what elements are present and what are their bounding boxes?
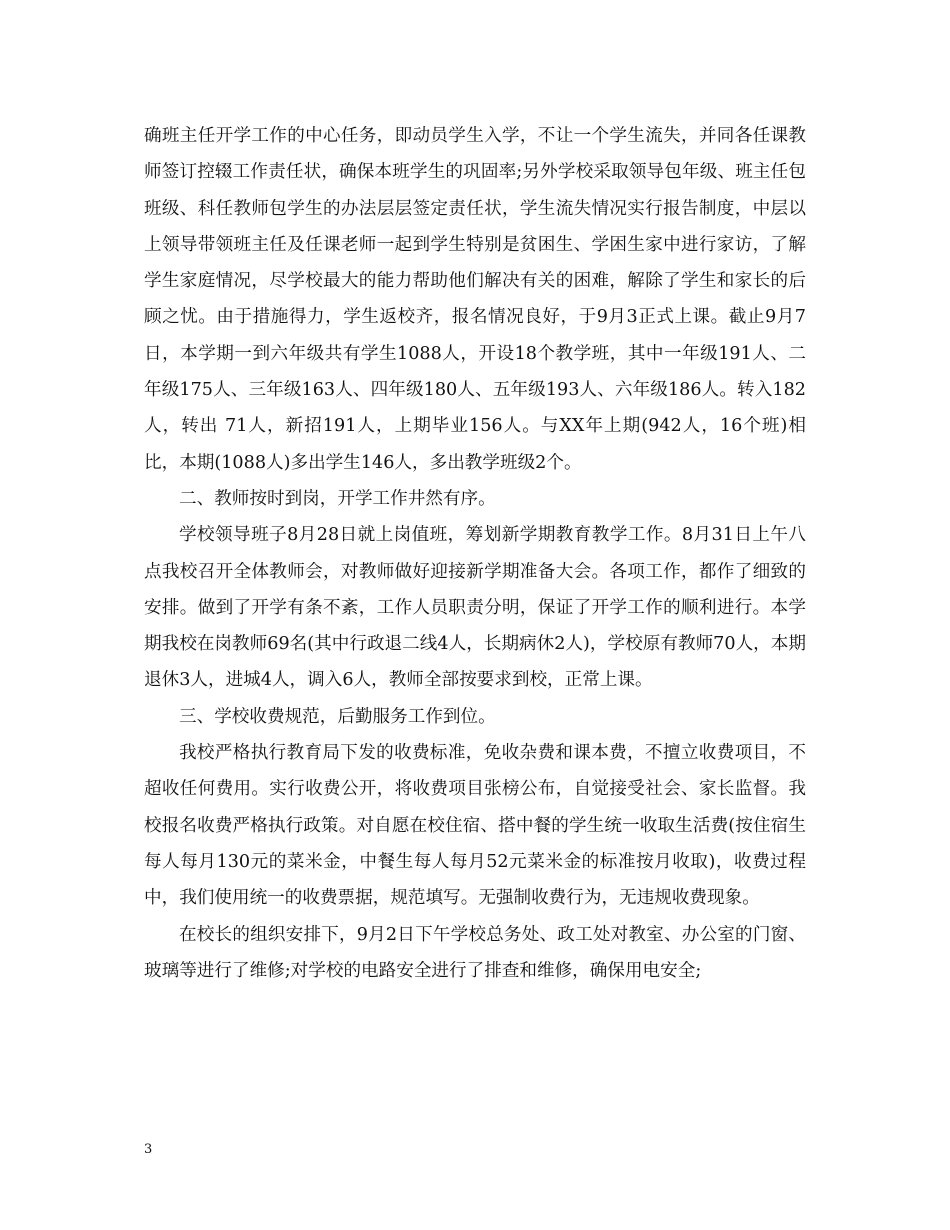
heading-fees-logistics: 三、学校收费规范，后勤服务工作到位。 — [179, 706, 496, 727]
heading-teachers-on-duty: 二、教师按时到岗，开学工作井然有序。 — [179, 488, 496, 509]
document-body — [144, 118, 806, 989]
paragraph-teachers: 学校领导班子8月28日就上岗值班，筹划新学期教育教学工作。8月31日上午八点我校召开全体教师会，对教师做好迎接新学期准备大会。各项工作，都作了细致的安排。做到了开学有条不紊，工作人员职责分明，保证了开学工作的顺利进行。本学期我校在岗教师69名(其中行政退二线4人，长期病休2人)，学校原有教师70人，本期退休3人，进城4人，调入6人，教师全部按要求到校，正常上课。 — [144, 525, 806, 691]
paragraph-maintenance: 在校长的组织安排下，9月2日下午学校总务处、政工处对教室、办公室的门窗、玻璃等进行了维修;对学校的电路安全进行了排查和维修，确保用电安全; — [144, 924, 806, 981]
paragraph-enrollment: 确班主任开学工作的中心任务，即动员学生入学，不让一个学生流失，并同各任课教师签订控辍工作责任状，确保本班学生的巩固率;另外学校采取领导包年级、班主任包班级、科任教师包学生的办法层层签定责任状，学生流失情况实行报告制度，中层以上领导带领班主任及任课老师一起到学生特别是贫困生、学困生家中进行家访，了解学生家庭情况，尽学校最大的能力帮助他们解决有关的困难，解除了学生和家长的后顾之忧。由于措施得力，学生返校齐，报名情况良好，于9月3正式上课。截止9月7日，本学期一到六年级共有学生1088人，开设18个教学班，其中一年级191人、二年级175人、三年级163人、四年级180人、五年级193人、六年级186人。转入182人，转出 71人，新招191人，上期毕业156人。与XX年上期(942人，16个班)相比，本期(1088人)多出学生146人，多出教学班级2个。 — [144, 126, 806, 473]
page-number: 3 — [144, 1142, 153, 1157]
paragraph-fees: 我校严格执行教育局下发的收费标准，免收杂费和课本费，不擅立收费项目，不超收任何费用。实行收费公开，将收费项目张榜公布，自觉接受社会、家长监督。我校报名收费严格执行政策。对自愿在校住宿、搭中餐的学生统一收取生活费(按住宿生每人每月130元的菜米金，中餐生每人每月52元菜米金的标准按月收取)，收费过程中，我们使用统一的收费票据，规范填写。无强制收费行为，无违规收费现象。 — [144, 743, 806, 909]
